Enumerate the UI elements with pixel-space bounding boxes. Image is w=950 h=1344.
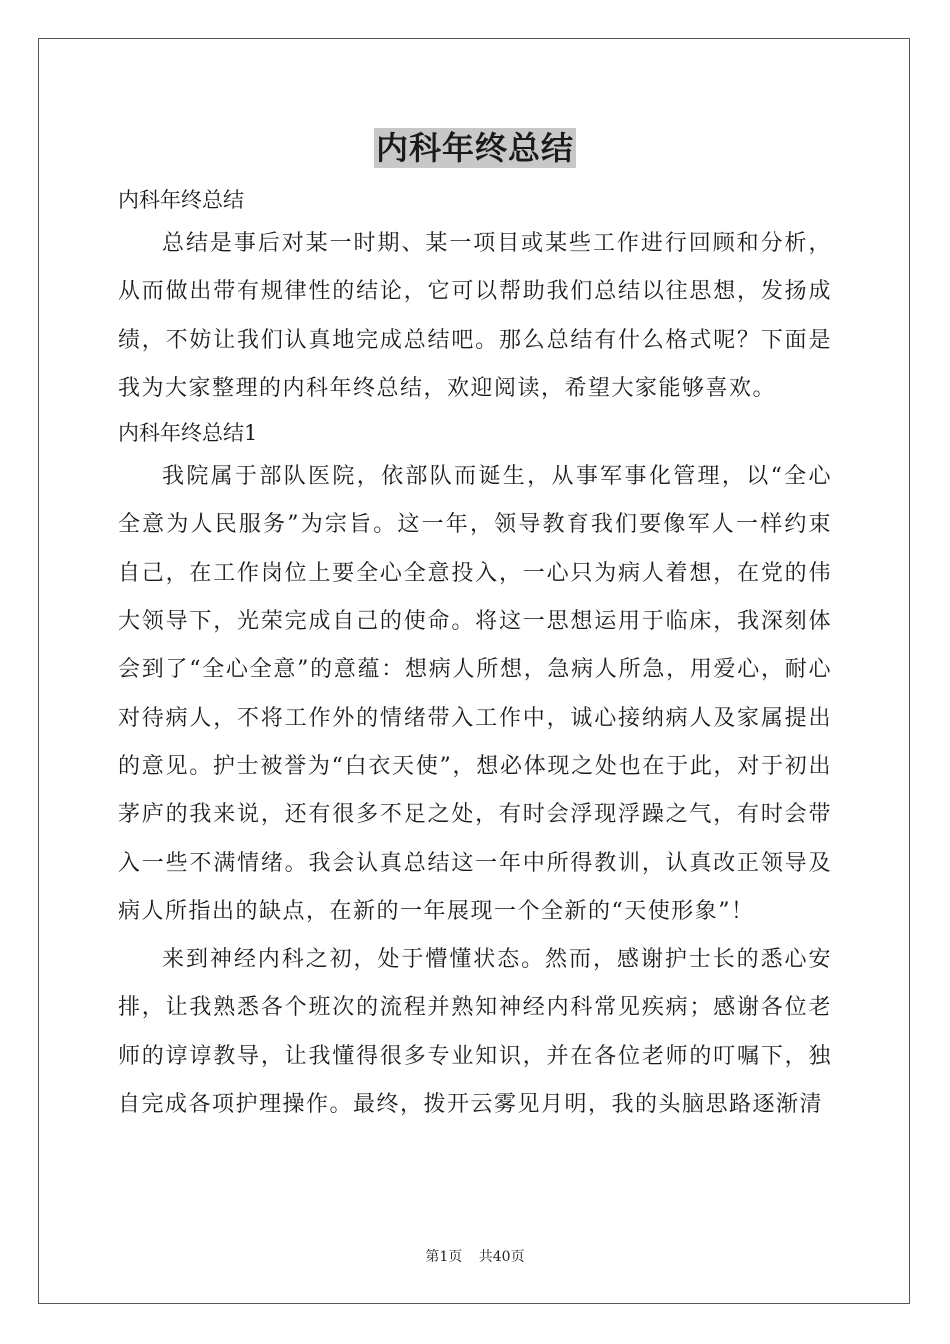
document-subtitle: 内科年终总结 [118, 188, 244, 212]
document-title: 内科年终总结 [375, 129, 574, 167]
intro-paragraph: 总结是事后对某一时期、某一项目或某些工作进行回顾和分析，从而做出带有规律性的结论，它可以帮助我们总结以往思想，发扬成绩，不妨让我们认真地完成总结吧。那么总结有什么格式呢？下面是我为大家整理的内科年终总结，欢迎阅读，希望大家能够喜欢。 [118, 231, 832, 401]
body-paragraph-1: 我院属于部队医院，依部队而诞生，从事军事化管理，以“全心全意为人民服务”为宗旨。这一年，领导教育我们要像军人一样约束自己，在工作岗位上要全心全意投入，一心只为病人着想，在党的伟大领导下，光荣完成自己的使命。将这一思想运用于临床，我深刻体会到了“全心全意”的意蕴：想病人所想，急病人所急，用爱心，耐心对待病人，不将工作外的情绪带入工作中，诚心接纳病人及家属提出的意见。护士被誉为“白衣天使”，想必体现之处也在于此，对于初出茅庐的我来说，还有很多不足之处，有时会浮现浮躁之气，有时会带入一些不满情绪。我会认真总结这一年中所得教训，认真改正领导及病人所指出的缺点，在新的一年展现一个全新的“天使形象”！ [118, 464, 832, 924]
section-heading: 内科年终总结1 [118, 421, 258, 446]
title-container [0, 128, 950, 168]
page-number: 第1页 [425, 1249, 463, 1265]
document-body [118, 180, 832, 1129]
body-paragraph-2: 来到神经内科之初，处于懵懂状态。然而，感谢护士长的悉心安排，让我熟悉各个班次的流程并熟知神经内科常见疾病；感谢各位老师的谆谆教导，让我懂得很多专业知识，并在各位老师的叮嘱下，独自完成各项护理操作。最终，拨开云雾见月明，我的头脑思路逐渐清 [118, 947, 832, 1118]
page-footer [0, 1246, 950, 1266]
page-total: 共40页 [478, 1249, 525, 1265]
